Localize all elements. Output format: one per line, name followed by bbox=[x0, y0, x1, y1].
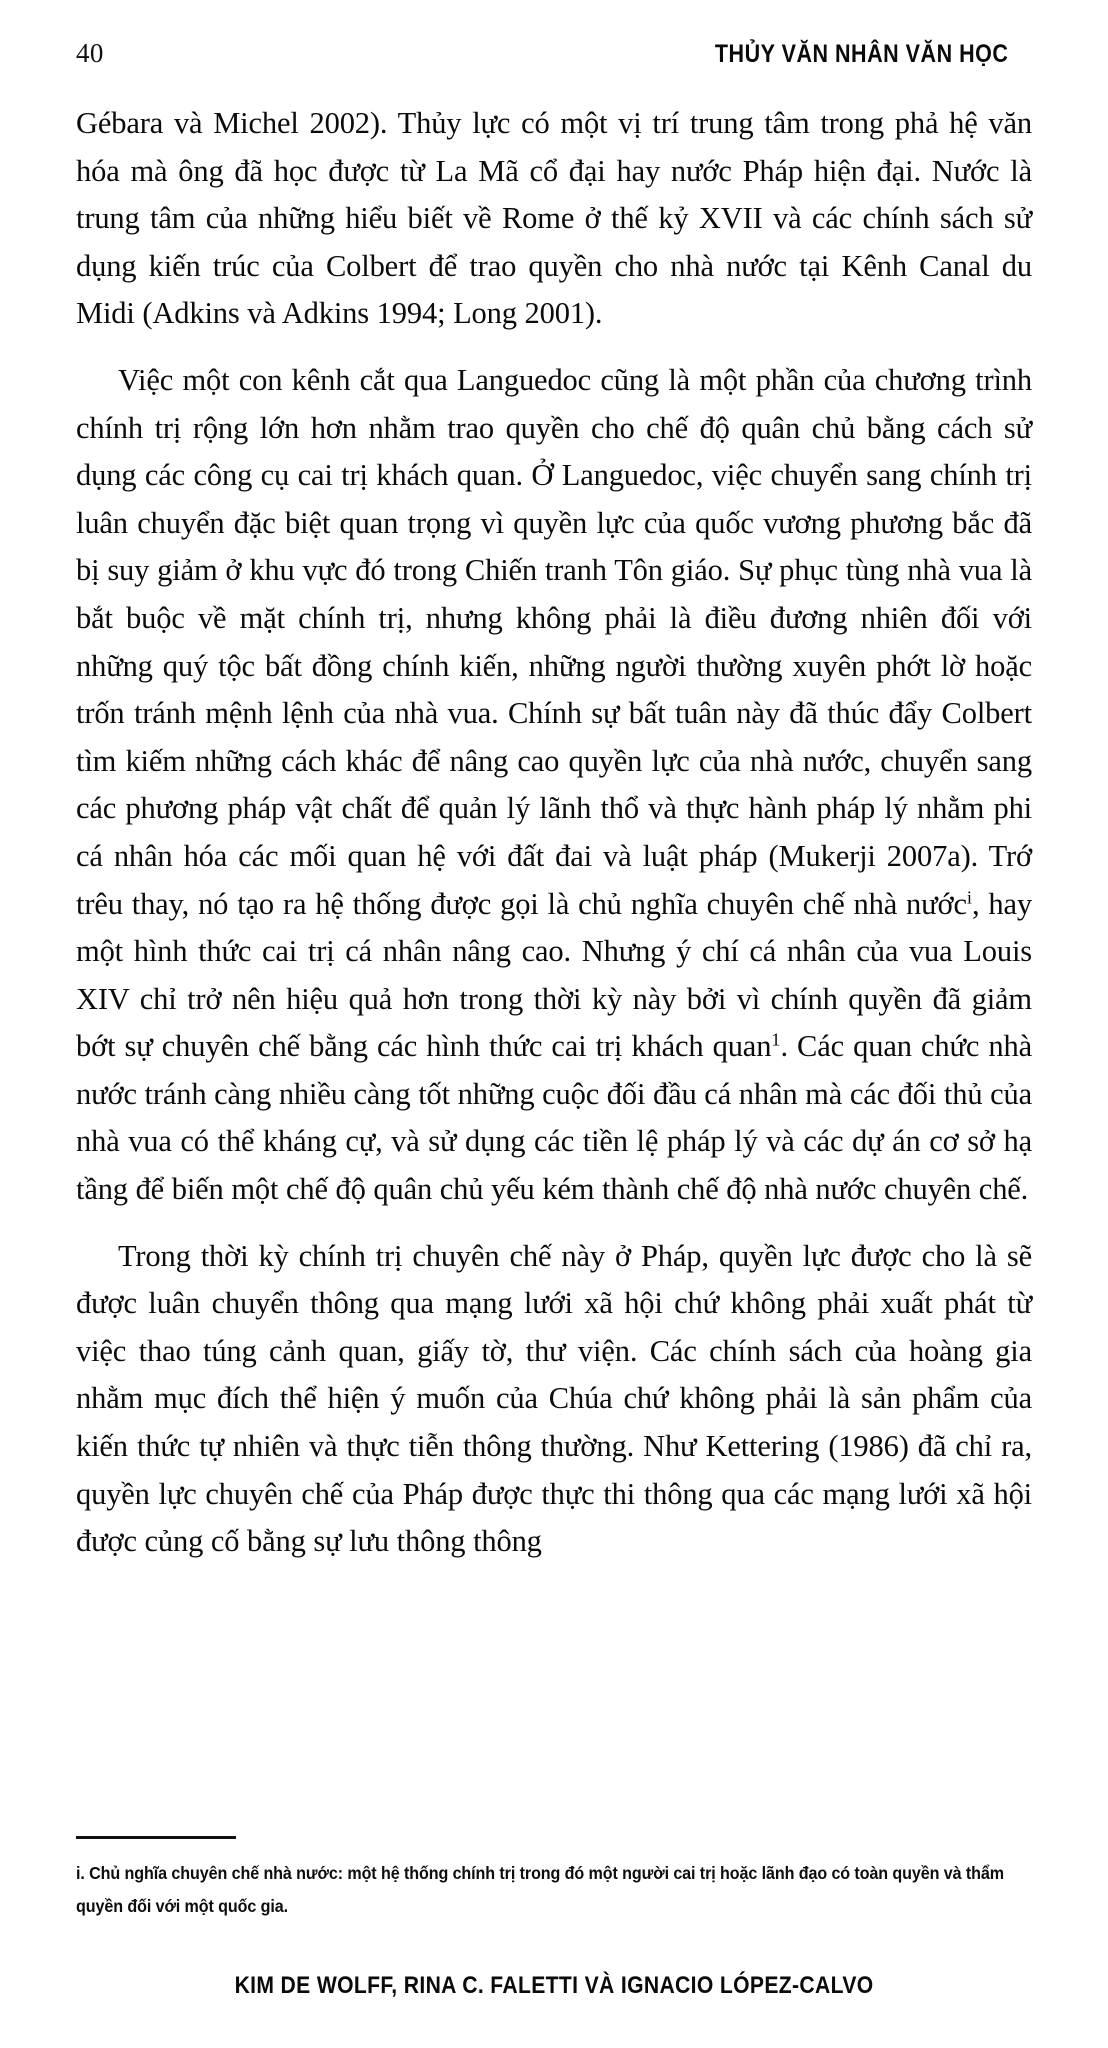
footnote-separator-rule bbox=[76, 1836, 236, 1839]
footnote-text: i. Chủ nghĩa chuyên chế nhà nước: một hệ thống chính trị trong đó một người cai trị hoặc lãnh đạo có toàn quyền và thẩm quyền đối với một quốc gia. bbox=[76, 1863, 1004, 1916]
paragraph-2-text-a: Việc một con kênh cắt qua Languedoc cũng là một phần của chương trình chính trị rộng lớn hơn nhằm trao quyền cho chế độ quân chủ bằng cách sử dụng các công cụ cai trị khách quan. Ở Languedoc, việc chuyển sang chính trị luân chuyển đặc biệt quan trọng vì quyền lực của quốc vương phương bắc đã bị suy giảm ở khu vực đó trong Chiến tranh Tôn giáo. Sự phục tùng nhà vua là bắt buộc về mặt chính trị, nhưng không phải là điều đương nhiên đối với những quý tộc bất đồng chính kiến, những người thường xuyên phớt lờ hoặc trốn tránh mệnh lệnh của nhà vua. Chính sự bất tuân này đã thúc đẩy Colbert tìm kiếm những cách khác để nâng cao quyền lực của nhà nước, chuyển sang các phương pháp vật chất để quản lý lãnh thổ và thực hành pháp lý nhằm phi cá nhân hóa các mối quan hệ với đất đai và luật pháp (Mukerji 2007a). Trớ trêu thay, nó tạo ra hệ thống được gọi là chủ nghĩa chuyên chế nhà nước bbox=[76, 362, 1032, 921]
footnote-marker-i: i bbox=[966, 886, 972, 907]
running-foot bbox=[0, 1972, 1108, 2000]
page-number: 40 bbox=[76, 38, 104, 68]
paragraph-2 bbox=[76, 357, 1032, 1214]
running-head-title: THỦY VĂN NHÂN VĂN HỌC bbox=[714, 40, 1009, 68]
paragraph-1-text: Gébara và Michel 2002). Thủy lực có một vị trí trung tâm trong phả hệ văn hóa mà ông đã học được từ La Mã cổ đại hay nước Pháp hiện đại. Nước là trung tâm của những hiểu biết về Rome ở thế kỷ XVII và các chính sách sử dụng kiến trúc của Colbert để trao quyền cho nhà nước tại Kênh Canal du Midi (Adkins và Adkins 1994; Long 2001). bbox=[76, 106, 1032, 331]
endnote-marker-1: 1 bbox=[771, 1029, 781, 1050]
running-foot-authors: KIM DE WOLFF, RINA C. FALETTI VÀ IGNACIO LÓPEZ-CALVO bbox=[234, 1972, 874, 1999]
paragraph-2-text-c: . Các quan chức nhà nước tránh càng nhiều càng tốt những cuộc đối đầu cá nhân mà các đối thủ của nhà vua có thể kháng cự, và sử dụng các tiền lệ pháp lý và các dự án cơ sở hạ tầng để biến một chế độ quân chủ yếu kém thành chế độ nhà nước chuyên chế. bbox=[76, 1029, 1032, 1207]
body-text-column bbox=[76, 100, 1032, 1566]
footnote-zone bbox=[76, 1836, 1032, 1923]
paragraph-2-text-b: , hay một hình thức cai trị cá nhân nâng cao. Nhưng ý chí cá nhân của vua Louis XIV chỉ trở nên hiệu quả hơn trong thời kỳ này bởi vì chính quyền đã giảm bớt sự chuyên chế bằng các hình thức cai trị khách quan bbox=[76, 886, 1032, 1064]
paragraph-1 bbox=[76, 100, 1032, 338]
running-head bbox=[76, 38, 1032, 78]
paragraph-3-text: Trong thời kỳ chính trị chuyên chế này ở Pháp, quyền lực được cho là sẽ được luân chuyển thông qua mạng lưới xã hội chứ không phải xuất phát từ việc thao túng cảnh quan, giấy tờ, thư viện. Các chính sách của hoàng gia nhằm mục đích thể hiện ý muốn của Chúa chứ không phải là sản phẩm của kiến thức tự nhiên và thực tiễn thông thường. Như Kettering (1986) đã chỉ ra, quyền lực chuyên chế của Pháp được thực thi thông qua các mạng lưới xã hội được củng cố bằng sự lưu thông thông bbox=[76, 1238, 1032, 1559]
paragraph-3 bbox=[76, 1233, 1032, 1566]
